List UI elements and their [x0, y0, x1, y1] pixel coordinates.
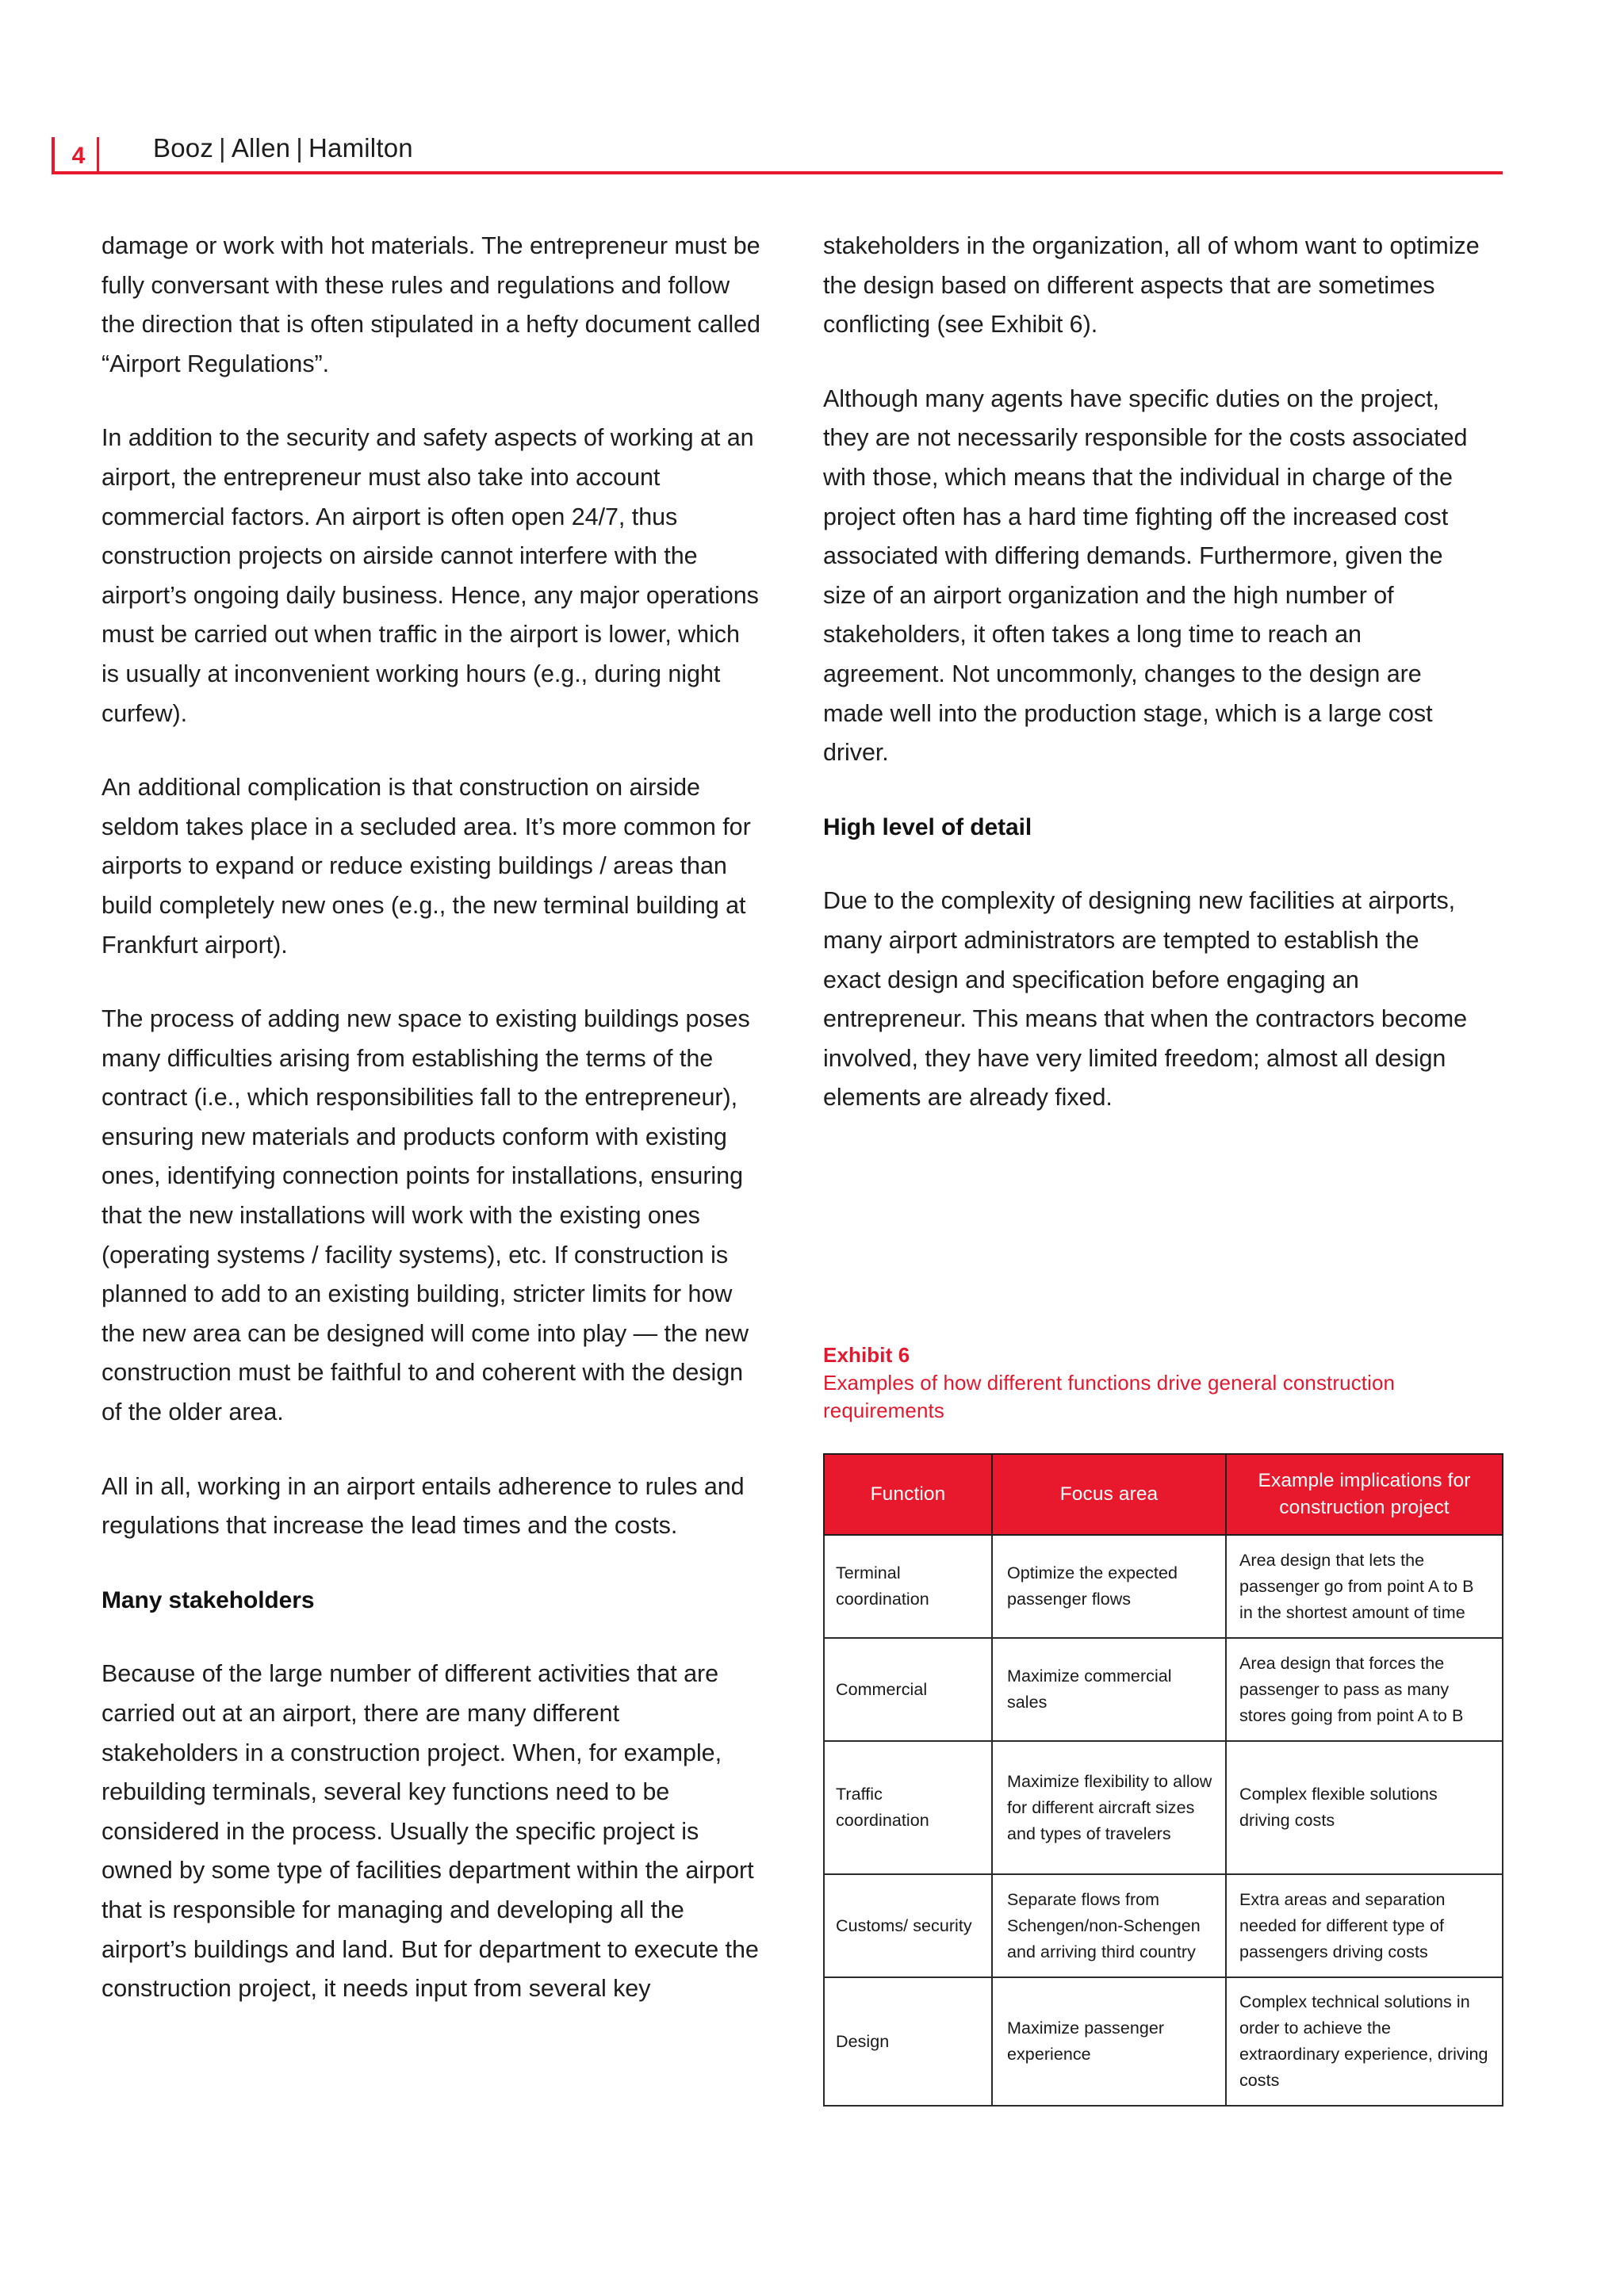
column-header-example-implications: Example implications for construction project	[1226, 1454, 1503, 1535]
section-heading-many-stakeholders: Many stakeholders	[102, 1586, 315, 1613]
paragraph: In addition to the security and safety aspects of working at an airport, the entrepreneur must also take into account commercial factors. An airport is often open 24/7, thus construction projects on airside cannot interfere with the airport’s ongoing daily business. Hence, any major operations must be carried out when traffic in the airport is lower, which is usually at inconvenient working hours (e.g., during night curfew).	[102, 424, 759, 727]
table-row	[824, 1638, 1503, 1741]
paragraph: Although many agents have specific duties on the project, they are not necessarily responsible for the costs associated with those, which means that the individual in charge of the project often has a hard time fighting off the increased cost associated with differing demands. Furthermore, given the size of an airport organization and the high number of stakeholders, it often takes a long time to reach an agreement. Not uncommonly, changes to the design are made well into the production stage, which is a large cost driver.	[823, 385, 1468, 767]
body-column-left	[102, 227, 761, 2044]
table-row	[824, 1874, 1503, 1977]
paragraph: Because of the large number of different activities that are carried out at an airport, there are many different stakeholders in a construction project. When, for example, rebuilding terminals, several key functions need to be considered in the process. Usually the specific project is owned by some type of facilities department within the airport that is responsible for managing and developing all the airport’s buildings and land. But for department to execute the construction project, it needs input from several key	[102, 1660, 759, 2003]
cell-focus-area: Maximize flexibility to allow for different aircraft sizes and types of travelers	[992, 1741, 1226, 1874]
column-header-focus-area: Focus area	[992, 1454, 1226, 1535]
exhibit-caption-block	[823, 1341, 1502, 1425]
brand-separator-2: |	[296, 133, 303, 163]
cell-focus-area: Maximize commercial sales	[992, 1638, 1226, 1741]
page-number-box	[52, 137, 99, 174]
page-header	[0, 0, 1624, 190]
table-row	[824, 1741, 1503, 1874]
page-number: 4	[71, 142, 86, 169]
paragraph: stakeholders in the organization, all of whom want to optimize the design based on different aspects that are sometimes conflicting (see Exhibit 6).	[823, 232, 1480, 339]
paragraph: The process of adding new space to existing buildings poses many difficulties arising from establishing the terms of the contract (i.e., which responsibilities fall to the entrepreneur), ensuring new materials and products conform with existing ones, identifying connection points for installations, ensuring that the new installations will work with the existing ones (operating systems / facility systems), etc. If construction is planned to add to an existing building, stricter limits for how the new area can be designed will come into play — the new construction must be faithful to and coherent with the design of the older area.	[102, 1005, 750, 1426]
cell-focus-area: Optimize the expected passenger flows	[992, 1535, 1226, 1638]
exhibit-table	[823, 1453, 1503, 2107]
paragraph: damage or work with hot materials. The entrepreneur must be fully conversant with these rules and regulations and follow the direction that is often stipulated in a hefty document called “Airport Regulations”.	[102, 232, 760, 377]
cell-implications: Area design that forces the passenger to pass as many stores going from point A to B	[1226, 1638, 1503, 1741]
table-header-row	[824, 1454, 1503, 1535]
table-row	[824, 1535, 1503, 1638]
cell-function: Terminal coordination	[824, 1535, 992, 1638]
section-heading-high-level-of-detail: High level of detail	[823, 813, 1032, 840]
cell-implications: Complex flexible solutions driving costs	[1226, 1741, 1503, 1874]
cell-function: Traffic coordination	[824, 1741, 992, 1874]
brand-separator-1: |	[219, 133, 226, 163]
table-row	[824, 1977, 1503, 2106]
paragraph: All in all, working in an airport entails adherence to rules and regulations that increase the lead times and the costs.	[102, 1472, 745, 1540]
paragraph: An additional complication is that construction on airside seldom takes place in a secluded area. It’s more common for airports to expand or reduce existing buildings / areas than build completely new ones (e.g., the new terminal building at Frankfurt airport).	[102, 774, 751, 959]
brand-wordmark	[153, 133, 413, 163]
body-column-right	[823, 227, 1483, 1153]
column-header-function: Function	[824, 1454, 992, 1535]
cell-implications: Extra areas and separation needed for different type of passengers driving costs	[1226, 1874, 1503, 1977]
exhibit-caption: Examples of how different functions drive general construction requirements	[823, 1371, 1396, 1422]
exhibit-label: Exhibit 6	[823, 1343, 910, 1367]
brand-booz: Booz	[153, 133, 214, 163]
cell-implications: Area design that lets the passenger go from point A to B in the shortest amount of time	[1226, 1535, 1503, 1638]
cell-implications: Complex technical solutions in order to achieve the extraordinary experience, driving costs	[1226, 1977, 1503, 2106]
cell-function: Customs/ security	[824, 1874, 992, 1977]
brand-hamilton: Hamilton	[308, 133, 413, 163]
cell-function: Design	[824, 1977, 992, 2106]
cell-function: Commercial	[824, 1638, 992, 1741]
brand-allen: Allen	[231, 133, 291, 163]
paragraph: Due to the complexity of designing new facilities at airports, many airport administrators are tempted to establish the exact design and specification before engaging an entrepreneur. This means that when the contractors become involved, they have very limited freedom; almost all design elements are already fixed.	[823, 887, 1468, 1112]
cell-focus-area: Maximize passenger experience	[992, 1977, 1226, 2106]
cell-focus-area: Separate flows from Schengen/non-Schengen and arriving third country	[992, 1874, 1226, 1977]
header-divider-rule	[52, 171, 1503, 174]
